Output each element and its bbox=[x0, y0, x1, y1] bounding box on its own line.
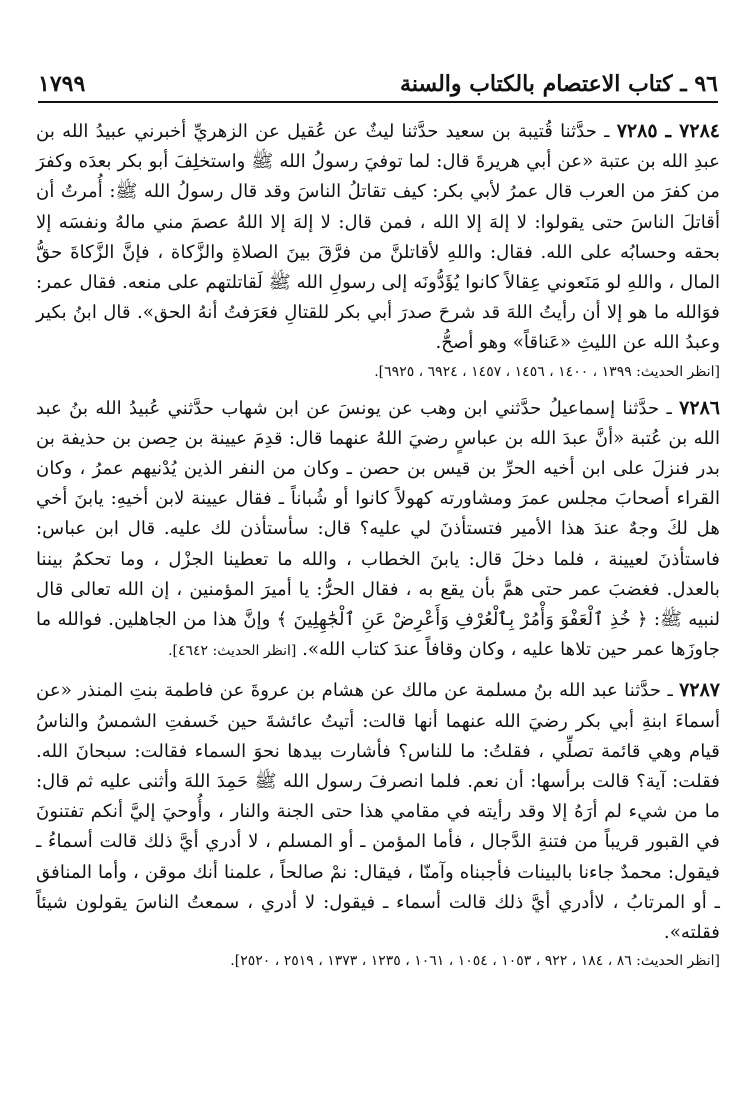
hadith-block bbox=[36, 116, 720, 383]
hadith-block bbox=[36, 675, 720, 972]
page-number: ١٧٩٩ bbox=[38, 71, 86, 97]
hadith-number: ٧٢٨٧ bbox=[679, 679, 720, 702]
hadith-body: ـ حدَّثنا عبد الله بنُ مسلمة عن مالك عن هشام بن عروةَ عن فاطمة بنتِ المنذر «عن أسماءَ ابنةِ أبي بكر رضيَ الله عنهما أنها قالت: أتيتُ عائشةَ حين خَسفتِ الشمسُ والناسُ قيام وهي قائمة تصلِّي ، فقلتُ: ما للناس؟ فأشارت بيدها نحوَ السماء فقالت: سبحانَ الله. فقلت: آية؟ قالت برأسها: أن نعم. فلما انصرفَ رسول الله ﷺ حَمِدَ اللهَ وأثنى عليه ثم قال: ما من شيء لم أرَهُ إلا وقد رأيته في مقامي هذا حتى الجنة والنار ، وأُوحيَ إليَّ أنكم تفتنونَ في القبور قريباً من فتنةِ الدَّجال ، فأما المؤمن ـ أو المسلم ، لا أدري أيَّ ذلك قالت أسماءُ ـ فيقول: محمدٌ جاءنا بالبينات فأجبناه وآمنّا ، فيقال: نمْ صالحاً ، علمنا أنك موقن ، وأما المنافق ـ أو المرتابُ ، لاأدري أيَّ ذلك قالت أسماء ـ فيقول: لا أدري ، سمعتُ الناسَ يقولون شيئاً فقلته». bbox=[36, 680, 720, 944]
running-title: ٩٦ ـ كتاب الاعتصام بالكتاب والسنة bbox=[400, 71, 718, 97]
page-header bbox=[38, 64, 718, 103]
hadith-reference: [انظر الحديث: ٨٦ ، ١٨٤ ، ٩٢٢ ، ١٠٥٣ ، ١٠٥٤ ، ١٠٦١ ، ١٢٣٥ ، ١٣٧٣ ، ٢٥١٩ ، ٢٥٢٠]. bbox=[230, 953, 720, 970]
hadith-reference: [انظر الحديث: ١٣٩٩ ، ١٤٠٠ ، ١٤٥٦ ، ١٤٥٧ ، ٦٩٢٤ ، ٦٩٢٥]. bbox=[374, 363, 720, 380]
page-body bbox=[36, 116, 720, 982]
hadith-text bbox=[36, 393, 720, 666]
hadith-number: ٧٢٨٦ bbox=[679, 396, 720, 419]
hadith-number: ٧٢٨٤ ـ ٧٢٨٥ bbox=[616, 120, 720, 142]
hadith-text bbox=[36, 116, 720, 359]
hadith-body: ـ حدَّثنا إسماعيلُ حدَّثني ابن وهب عن يونسَ عن ابن شهاب حدَّثني عُبيدُ الله بنُ عبد الله بن عُتبة «أنَّ عبدَ الله بن عباسٍ رضيَ اللهُ عنهما قال: قدِمَ عيينة بن حِصن بن حذيفة بن بدر فنزلَ على ابن أخيه الحرِّ بن قيس بن حصن ـ وكان من النفر الذين يُدْنيهم عمرُ ، وكان القراء أصحابَ مجلس عمرَ ومشاورته كهولاً كانوا أو شُباناً ـ فقال عيينة لابن أخيهِ: يابنَ أخي هل لكَ وجهٌ عندَ هذا الأمير فتستأذنَ لي عليه؟ قال: سأستأذن لك عليه. قال ابن عباس: فاستأذنَ لعيينة ، فلما دخلَ قال: يابنَ الخطاب ، والله ما تعطينا الجزْل ، وما تحكمُ بيننا بالعدل. فغضبَ عمر حتى همَّ بأن يقع به ، فقال الحرُّ: يا أميرَ المؤمنين ، إن الله تعالى قال لنبيه ﷺ: ﴿ خُذِ ٱلْعَفْوَ وَأْمُرْ بِٱلْعُرْفِ وَأَعْرِضْ عَنِ ٱلْجَٰهِلِينَ ﴾ وإنَّ هذا من الجاهلين. فوالله ما جاوزَها عمر حين تلاها عليه ، وكان وقافاً عندَ كتاب الله». bbox=[36, 397, 720, 661]
hadith-block bbox=[36, 393, 720, 676]
hadith-reference: [انظر الحديث: ٤٦٤٢]. bbox=[168, 643, 297, 660]
hadith-body: ـ حدَّثنا قُتيبة بن سعيد حدَّثنا ليثٌ عن عُقيل عن الزهريِّ أخبرني عبيدُ الله بن عبدِ الله بن عتبة «عن أبي هريرةَ قال: لما توفيَ رسولُ الله ﷺ واستخلِفَ أبو بكر بعدَه وكفرَ من كفرَ من العرب قال عمرُ لأبي بكر: كيف تقاتلُ الناسَ وقد قال رسولُ الله ﷺ: أُمرتُ أن أقاتلَ الناسَ حتى يقولوا: لا إلهَ إلا الله ، فمن قال: لا إلهَ إلا اللهُ عصمَ مني مالهُ ونفسَه إلا بحقه وحسابُه على الله. فقال: واللهِ لأقاتلنَّ من فرَّقَ بينَ الصلاةِ والزَّكاة ، فإنَّ الزَّكاةَ حقُّ المال ، واللهِ لو مَنَعوني عِقالاً كانوا يُؤَدُّونَه إلى رسولِ الله ﷺ لَقاتلتهم على منعه. فقال عمر: فوَالله ما هو إلا أن رأيتُ اللهَ قد شرحَ صدرَ أبي بكر للقتالِ فعَرَفتُ أنهُ الحق». قال ابنُ بكير وعبدُ الله عن الليثِ «عَناقاً» وهو أصحُّ. bbox=[36, 121, 720, 354]
hadith-text bbox=[36, 675, 720, 948]
